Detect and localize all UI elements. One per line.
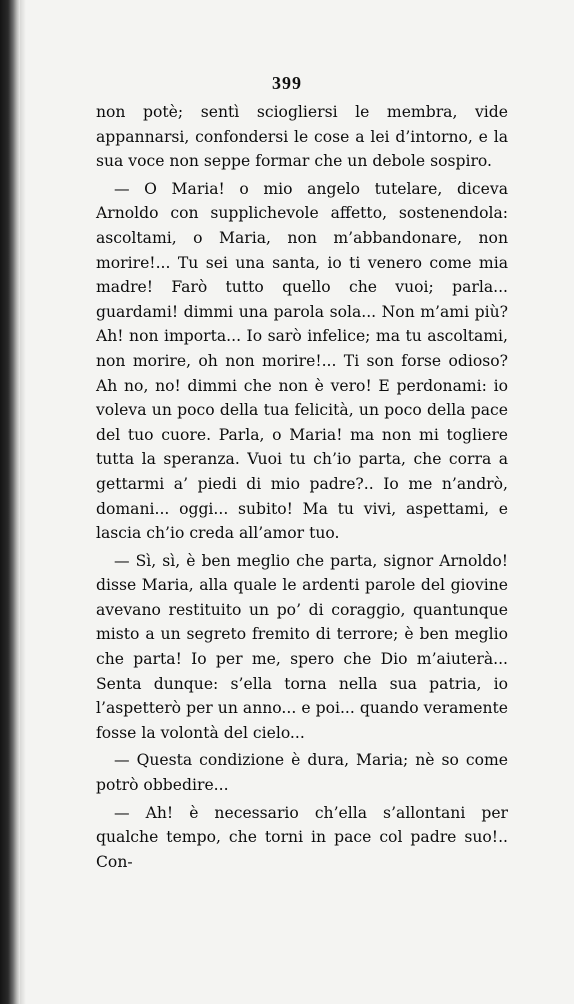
- body-text: [96, 100, 508, 874]
- page-fold-shadow: [20, 0, 26, 1004]
- paragraph: non potè; sentì sciogliersi le membra, vide appannarsi, confondersi le cose a lei d’intorno, e la sua voce non seppe formar che un debole sospiro.: [96, 103, 508, 171]
- paragraph: — Sì, sì, è ben meglio che parta, signor Arnoldo! disse Maria, alla quale le ardenti parole del giovine avevano restituito un po’ di coraggio, quantunque misto a un segreto fremito di terrore; è ben meglio che parta! Io per me, spero che Dio m’aiuterà... Senta dunque: s’ella torna nella sua patria, io l’aspetterò per un anno... e poi... quando veramente fosse la volontà del cielo...: [96, 551, 508, 742]
- paragraph: — Ah! è necessario ch’ella s’allontani per qualche tempo, che torni in pace col padre suo!.. Con-: [96, 803, 508, 871]
- paragraph: — Questa condizione è dura, Maria; nè so come potrò obbedire...: [96, 751, 508, 795]
- page-number: 399: [272, 73, 302, 93]
- book-spine-shadow: [0, 0, 20, 1004]
- paragraph: — O Maria! o mio angelo tutelare, diceva Arnoldo con supplichevole affetto, sostenendola: ascoltami, o Maria, non m’abbandonare, non morire!... Tu sei una santa, io ti venero come mia madre! Farò tutto quello che vuoi; parla... guardami! dimmi una parola sola... Non m’ami più? Ah! non importa... Io sarò infelice; ma tu ascoltami, non morire, oh non morire!... Ti son forse odioso? Ah no, no! dimmi che non è vero! E perdonami: io voleva un poco della tua felicità, un poco della pace del tuo cuore. Parla, o Maria! ma non mi togliere tutta la speranza. Vuoi tu ch’io parta, che corra a gettarmi a’ piedi di mio padre?.. Io me n’andrò, domani... oggi... subito! Ma tu vivi, aspettami, e lascia ch’io creda all’amor tuo.: [96, 179, 508, 543]
